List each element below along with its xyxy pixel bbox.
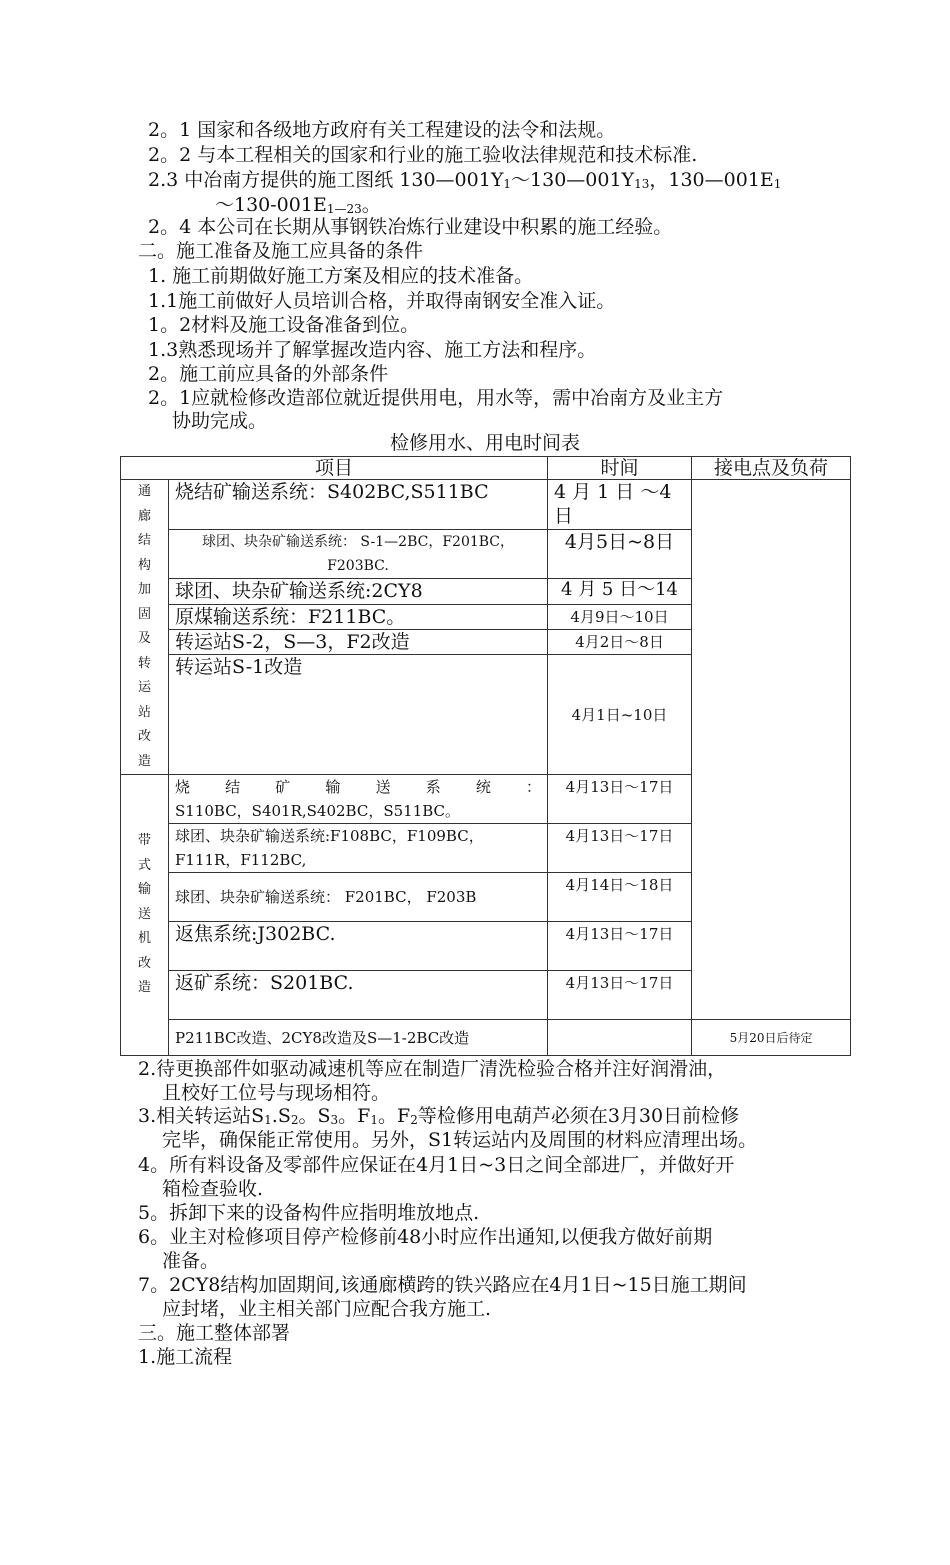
line-text: 4。所有料设备及零部件应保证在4月1日~3日之间全部进厂，并做好开 [138,1154,735,1176]
row-item-line2: F111R，F112BC, [175,851,307,869]
row-time: 4月14日～18日 [548,873,692,922]
group-label-char: 运 [137,680,151,695]
row-item: 转运站S-1改造 [169,655,548,775]
paragraph-line [148,143,697,167]
row-item: 返矿系统：S201BC. [169,971,548,1020]
paragraph-line [162,1177,263,1201]
paragraph-line [148,264,533,288]
table-caption: 检修用水、用电时间表 [389,432,580,454]
line-text: 2。2 与本工程相关的国家和行业的施工验收法律规范和技术标准. [148,144,698,166]
group-label-char: 送 [137,906,151,922]
group-label-char: 转 [137,655,151,671]
group-label-char: 构 [137,557,151,573]
line-text: 2。4 本公司在长期从事钢铁冶炼行业建设中积累的施工经验。 [148,216,673,238]
paragraph-line [162,1297,491,1321]
line-text: 5。拆卸下来的设备构件应指明堆放地点. [138,1202,480,1224]
row-item: 球团、块杂矿输送系统:2CY8 [169,579,548,604]
group-label-char: 加 [137,582,151,597]
group-label-char: 造 [137,753,151,769]
group-label-char: 通 [137,484,151,499]
line-text: 2。1应就检修改造部位就近提供用电，用水等，需中冶南方及业主方 [148,387,724,409]
line-text: 箱检查验收. [162,1178,264,1200]
group-label-conveyor [121,775,169,1056]
subscript: 1 [370,1113,378,1127]
row-power: 5月20日后待定 [692,1020,851,1056]
line-text: 三。施工整体部署 [138,1322,291,1344]
line-text: 二。施工准备及施工应具备的条件 [138,240,424,262]
line-text: 1. 施工前期做好施工方案及相应的技术准备。 [148,265,534,287]
paragraph-line [138,1057,726,1081]
paragraph-line [138,1153,734,1177]
line-text: 。F [378,1105,411,1127]
header-time: 时间 [548,457,692,480]
line-text: 2.待更换部件如驱动减速机等应在制造厂清洗检验合格并注好润滑油， [138,1058,727,1080]
paragraph-line [148,362,388,386]
line-text: 。F [338,1105,371,1127]
line-text: 应封堵，业主相关部门应配合我方施工. [162,1298,492,1320]
line-text: 1.3熟悉现场并了解掌握改造内容、施工方法和程序。 [148,339,597,361]
line-text: 2.3 中冶南方提供的施工图纸 130—001Y [148,169,504,191]
group-label-char: 固 [137,606,151,622]
subscript: 13 [634,177,650,191]
group-label-corridor [121,480,169,775]
row-time: 4月13日～17日 [548,775,692,824]
row-time: 4月13日～17日 [548,971,692,1020]
paragraph-line [138,1273,747,1297]
row-item: 原煤输送系统：F211BC。 [169,604,548,629]
paragraph-line [138,1345,232,1369]
line-text: ～130—001Y [511,169,635,191]
paragraph-line [148,118,615,142]
group-label-char: 改 [137,955,151,971]
subscript: 2 [290,1113,299,1127]
paragraph-line [148,215,672,239]
row-time: 4月5日~8日 [548,529,692,579]
row-time: 4月9日～10日 [548,604,692,629]
paragraph-line [148,168,781,196]
paragraph-line [148,386,723,410]
line-text: 协助完成。 [172,410,268,432]
line-text: 2。1 国家和各级地方政府有关工程建设的法令和法规。 [148,119,616,141]
line-text: 准备。 [162,1250,220,1272]
group-label-char: 输 [137,882,151,898]
group-label-char: 廊 [137,508,151,524]
row-item-line1: 球团、块杂矿输送系统:F108BC，F109BC， [175,827,484,845]
row-item-line1: 烧 结 矿 输 送 系 统 ： [175,778,542,796]
group-label-char: 改 [137,729,151,744]
line-text: 3.相关转运站S [138,1105,265,1127]
row-item: 转运站S-2，S—3，F2改造 [169,630,548,655]
row-time: 4月2日～8日 [548,630,692,655]
group-label-char: 造 [137,980,151,996]
line-text: 。 [361,194,381,216]
paragraph-line [162,1128,757,1152]
row-time: 4月13日～17日 [548,824,692,873]
table-row [121,1020,851,1056]
line-text: 7。2CY8结构加固期间,该通廊横跨的铁兴路应在4月1日~15日施工期间 [138,1274,747,1296]
line-text: 。S [298,1105,331,1127]
paragraph-line [138,1321,290,1345]
subscript: 3 [330,1113,339,1127]
line-text: 且校好工位号与现场相符。 [162,1082,391,1104]
line-text: 1。2材料及施工设备准备到位。 [148,314,420,336]
row-item [169,824,548,873]
group-label-char: 式 [137,857,151,873]
group-label-char: 站 [137,704,151,720]
subscript: 1 [773,177,782,191]
group-label-char: 机 [137,931,151,947]
paragraph-line [148,289,615,313]
row-item: 返焦系统:J302BC. [169,922,548,971]
subscript: 1 [503,177,512,191]
group-label-char: 及 [137,631,151,646]
row-item: 球团、块杂矿输送系统： S-1—2BC，F201BC，F203BC. [169,529,548,579]
paragraph-line [162,1249,219,1273]
paragraph-line [138,239,423,263]
subscript: 2 [410,1113,418,1127]
power-cell [692,480,851,1020]
row-item: 烧结矿输送系统：S402BC,S511BC [169,480,548,530]
group-label-char: 带 [137,833,151,849]
line-text: 1.1施工前做好人员培训合格，并取得南钢安全准入证。 [148,290,616,312]
subscript: 1 [264,1113,272,1127]
table-row [121,480,851,530]
line-text: ～130-001E [215,194,327,216]
paragraph-line [138,1225,712,1249]
line-text: 2。施工前应具备的外部条件 [148,363,389,385]
paragraph-line [162,1081,390,1105]
line-text: ，130—001E [649,169,774,191]
line-text: .S [271,1105,291,1127]
header-item: 项目 [121,457,548,480]
line-text: 1.施工流程 [138,1346,233,1368]
line-text: 完毕，确保能正常使用。另外，S1转运站内及周围的材料应清理出场。 [162,1129,758,1151]
row-time: 4 月 1 日 ～4 日 [548,480,692,530]
schedule-table [120,456,851,1056]
paragraph-line [172,409,267,433]
row-time: 4 月 5 日～14 [548,579,692,604]
row-time: 4月1日~10日 [548,655,692,775]
row-item: 球团、块杂矿输送系统： F201BC， F203B [169,873,548,922]
paragraph-line [138,1201,479,1225]
subscript: 1—23 [326,202,362,216]
table-header-row [121,457,851,480]
row-time [548,1020,692,1056]
paragraph-line [148,338,596,362]
row-item [169,775,548,824]
row-item: P211BC改造、2CY8改造及S—1-2BC改造 [169,1020,548,1056]
row-item-line2: S110BC，S401R,S402BC，S511BC。 [175,802,461,820]
row-time: 4月13日～17日 [548,922,692,971]
group-label-char: 结 [137,533,151,548]
header-power: 接电点及负荷 [692,457,851,480]
paragraph-line [148,313,419,337]
line-text: 等检修用电葫芦必须在3月30日前检修 [417,1105,740,1127]
line-text: 6。业主对检修项目停产检修前48小时应作出通知,以便我方做好前期 [138,1226,713,1248]
